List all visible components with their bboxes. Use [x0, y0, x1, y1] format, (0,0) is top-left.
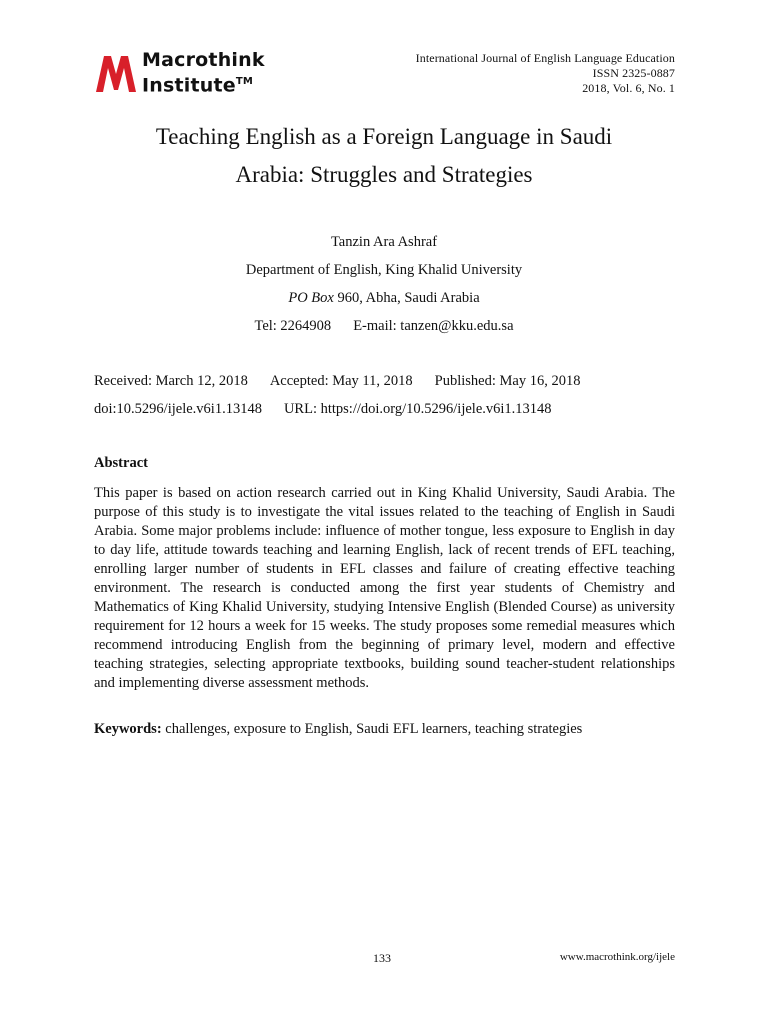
author-name: Tanzin Ara Ashraf [330, 234, 438, 250]
author-tel: Tel: 2264908 [254, 318, 332, 334]
author-email[interactable]: E-mail: tanzen@kku.edu.sa [353, 318, 514, 334]
published-date: Published: May 16, 2018 [434, 373, 581, 389]
publication-meta [94, 367, 580, 423]
author-block [94, 228, 674, 340]
title-line-1: Teaching English as a Foreign Language in Saudi [155, 124, 613, 149]
accepted-date: Accepted: May 11, 2018 [269, 373, 413, 389]
title-line-2: Arabia: Struggles and Strategies [235, 162, 533, 187]
received-date: Received: March 12, 2018 [94, 373, 248, 389]
po-box-label: PO Box [288, 290, 334, 306]
author-contact [94, 312, 674, 340]
logo-line-1: Macrothink [142, 49, 265, 71]
page-number: 133 [373, 951, 391, 965]
keywords [94, 721, 675, 738]
publisher-logo [94, 48, 294, 96]
author-department: Department of English, King Khalid University [245, 262, 523, 278]
journal-name: International Journal of English Language Education [415, 51, 675, 65]
doi-url[interactable]: URL: https://doi.org/10.5296/ijele.v6i1.13148 [283, 401, 552, 417]
keywords-text: challenges, exposure to English, Saudi EFL learners, teaching strategies [161, 721, 583, 737]
paper-title [94, 118, 674, 194]
abstract-heading: Abstract [94, 455, 148, 471]
abstract-text: This paper is based on action research carried out in King Khalid University, Saudi Arabia. The purpose of this study is to investigate the vital issues related to the teaching of English in Saudi Arabia. Some major problems include: influence of mother tongue, less exposure to English in day to day life, attitude towards teaching and learning English, lack of recent trends of EFL teaching, enrolling larger number of students in EFL classes and failure of creating effective teaching environment. The research is conducted among the first year students of Chemistry and Mathematics of King Khalid University, studying Intensive English (Blended Course) as university requirement for 12 hours a week for 15 weeks. The study proposes some remedial measures which recommend introducing English from the beginning of primary level, modern and effective teaching strategies, selecting appropriate textbooks, building sound teacher-student relationships and implementing diverse assessment methods. [94, 485, 675, 691]
macrothink-logo-icon [94, 52, 138, 94]
logo-line-2: Institute [142, 74, 236, 97]
address-text: 960, Abha, Saudi Arabia [333, 290, 480, 306]
footer-website[interactable]: www.macrothink.org/ijele [559, 951, 675, 963]
journal-issn: ISSN 2325-0887 [592, 66, 675, 80]
journal-issue: 2018, Vol. 6, No. 1 [582, 81, 675, 95]
journal-info [416, 51, 675, 96]
keywords-label: Keywords: [94, 721, 162, 737]
doi: doi:10.5296/ijele.v6i1.13148 [94, 401, 262, 417]
logo-trademark: TM [235, 76, 254, 87]
author-address [94, 284, 674, 312]
